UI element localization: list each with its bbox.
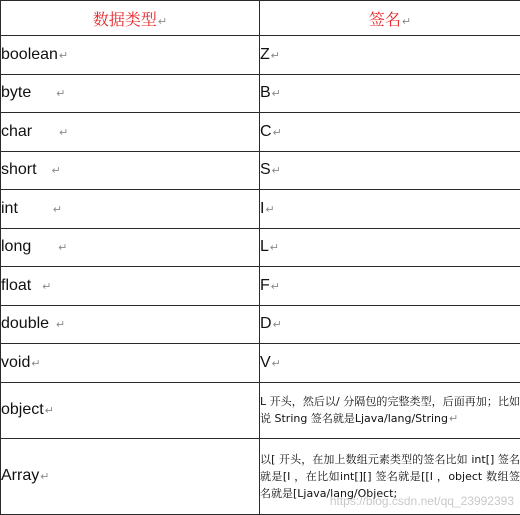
type-cell: float ↵: [1, 267, 260, 306]
type-cell: byte ↵: [1, 74, 260, 113]
type-cell: short ↵: [1, 151, 260, 190]
table-row: [1, 267, 520, 306]
signature-cell: I↵: [260, 190, 520, 229]
type-column-header: 数据类型↵: [1, 1, 260, 36]
table-row: [1, 36, 520, 75]
table-row: [1, 190, 520, 229]
signature-cell: D↵: [260, 305, 520, 344]
table-row-object: [1, 382, 520, 438]
signature-description: L 开头，然后以/ 分隔包的完整类型，后面再加；比如说 String 签名就是Ljava/lang/String↵: [260, 382, 520, 438]
signature-cell: V↵: [260, 344, 520, 383]
table-row: [1, 151, 520, 190]
signature-column-header: 签名↵: [260, 1, 520, 36]
signature-cell: L↵: [260, 228, 520, 267]
table-row: [1, 74, 520, 113]
type-cell: boolean↵: [1, 36, 260, 75]
table-row-array: [1, 438, 520, 514]
table-row: [1, 113, 520, 152]
watermark: https://blog.csdn.net/qq_23992393: [330, 494, 514, 508]
signature-cell: F↵: [260, 267, 520, 306]
signature-cell: C↵: [260, 113, 520, 152]
type-cell: double ↵: [1, 305, 260, 344]
type-cell: int ↵: [1, 190, 260, 229]
table-row: [1, 228, 520, 267]
type-cell: void↵: [1, 344, 260, 383]
signature-cell: B↵: [260, 74, 520, 113]
table-row: [1, 305, 520, 344]
signature-cell: Z↵: [260, 36, 520, 75]
table-row: [1, 344, 520, 383]
type-cell: object↵: [1, 382, 260, 438]
signature-cell: S↵: [260, 151, 520, 190]
type-cell: char ↵: [1, 113, 260, 152]
type-cell: Array↵: [1, 438, 260, 514]
header-row: [1, 1, 520, 36]
signature-description: 以[ 开头，在加上数组元素类型的签名比如 int[] 签名就是[I ，在比如int[][] 签名就是[[I ，object 数组签名就是[Ljava/lang/Object;: [260, 438, 520, 514]
type-cell: long ↵: [1, 228, 260, 267]
